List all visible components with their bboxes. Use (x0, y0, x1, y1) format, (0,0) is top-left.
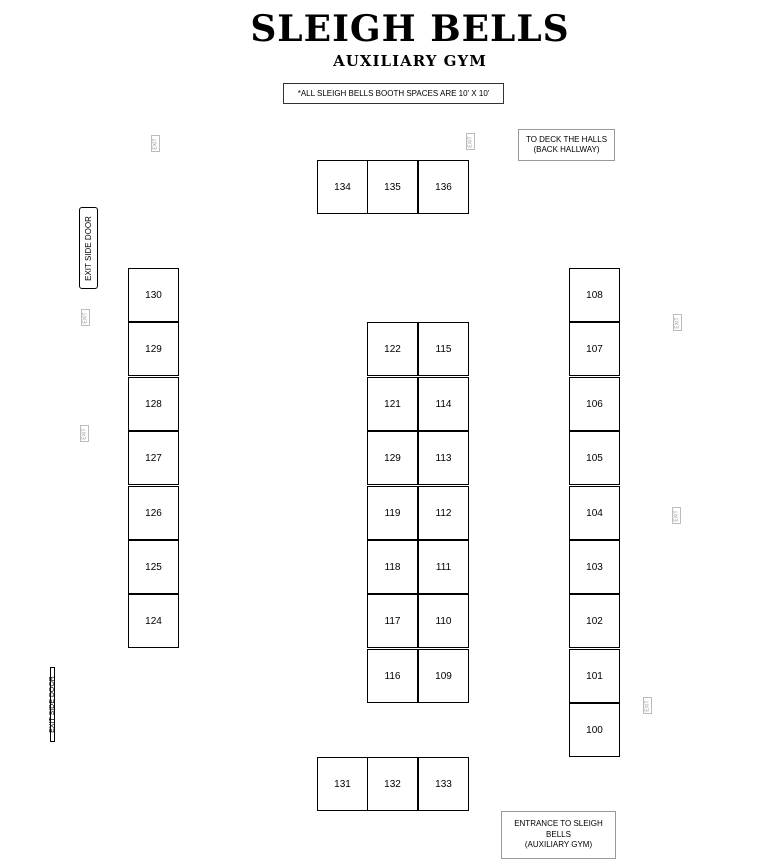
booth[interactable]: 100 (569, 703, 620, 757)
deck-the-halls-label: TO DECK THE HALLS (BACK HALLWAY) (518, 129, 615, 161)
booth[interactable]: 111 (418, 540, 469, 594)
exit-side-door-lower (50, 667, 55, 742)
booth[interactable]: 101 (569, 649, 620, 703)
booth[interactable]: 113 (418, 431, 469, 485)
booth[interactable]: 108 (569, 268, 620, 322)
booth[interactable]: 126 (128, 486, 179, 540)
booth-size-note: *ALL SLEIGH BELLS BOOTH SPACES ARE 10' X 10' (283, 83, 504, 104)
booth[interactable]: 129 (128, 322, 179, 376)
booth[interactable]: 136 (418, 160, 469, 214)
booth[interactable]: 118 (367, 540, 418, 594)
booth[interactable]: 103 (569, 540, 620, 594)
booth[interactable]: 124 (128, 594, 179, 648)
exit-sign-icon: EXIT (466, 133, 475, 150)
booth[interactable]: 106 (569, 377, 620, 431)
exit-sign-icon: EXIT (80, 425, 89, 442)
map-title: SLEIGH BELLS (250, 8, 570, 50)
exit-sign-icon: EXIT (673, 314, 682, 331)
booth[interactable]: 125 (128, 540, 179, 594)
booth[interactable]: 119 (367, 486, 418, 540)
entrance-label: ENTRANCE TO SLEIGH BELLS (AUXILIARY GYM) (501, 811, 616, 859)
exit-sign-icon: EXIT (672, 507, 681, 524)
booth[interactable]: 122 (367, 322, 418, 376)
exit-side-door (79, 207, 98, 289)
booth[interactable]: 109 (418, 649, 469, 703)
booth[interactable]: 117 (367, 594, 418, 648)
booth[interactable]: 114 (418, 377, 469, 431)
booth[interactable]: 132 (367, 757, 418, 811)
booth[interactable]: 105 (569, 431, 620, 485)
booth[interactable]: 112 (418, 486, 469, 540)
booth[interactable]: 128 (128, 377, 179, 431)
booth[interactable]: 102 (569, 594, 620, 648)
booth[interactable]: 131 (317, 757, 368, 811)
booth[interactable]: 135 (367, 160, 418, 214)
booth[interactable]: 107 (569, 322, 620, 376)
booth[interactable]: 130 (128, 268, 179, 322)
exit-sign-icon: EXIT (81, 309, 90, 326)
booth[interactable]: 129 (367, 431, 418, 485)
exit-sign-icon: EXIT (643, 697, 652, 714)
booth[interactable]: 127 (128, 431, 179, 485)
booth[interactable]: 116 (367, 649, 418, 703)
exit-side-door-label: EXIT SIDE DOOR (84, 215, 94, 281)
booth[interactable]: 121 (367, 377, 418, 431)
booth[interactable]: 133 (418, 757, 469, 811)
map-subtitle: AUXILIARY GYM (333, 52, 487, 70)
booth[interactable]: 134 (317, 160, 368, 214)
booth[interactable]: 115 (418, 322, 469, 376)
booth[interactable]: 110 (418, 594, 469, 648)
exit-side-door-lower-label: EXIT SIDE DOOR (49, 676, 57, 733)
exit-sign-icon: EXIT (151, 135, 160, 152)
booth[interactable]: 104 (569, 486, 620, 540)
